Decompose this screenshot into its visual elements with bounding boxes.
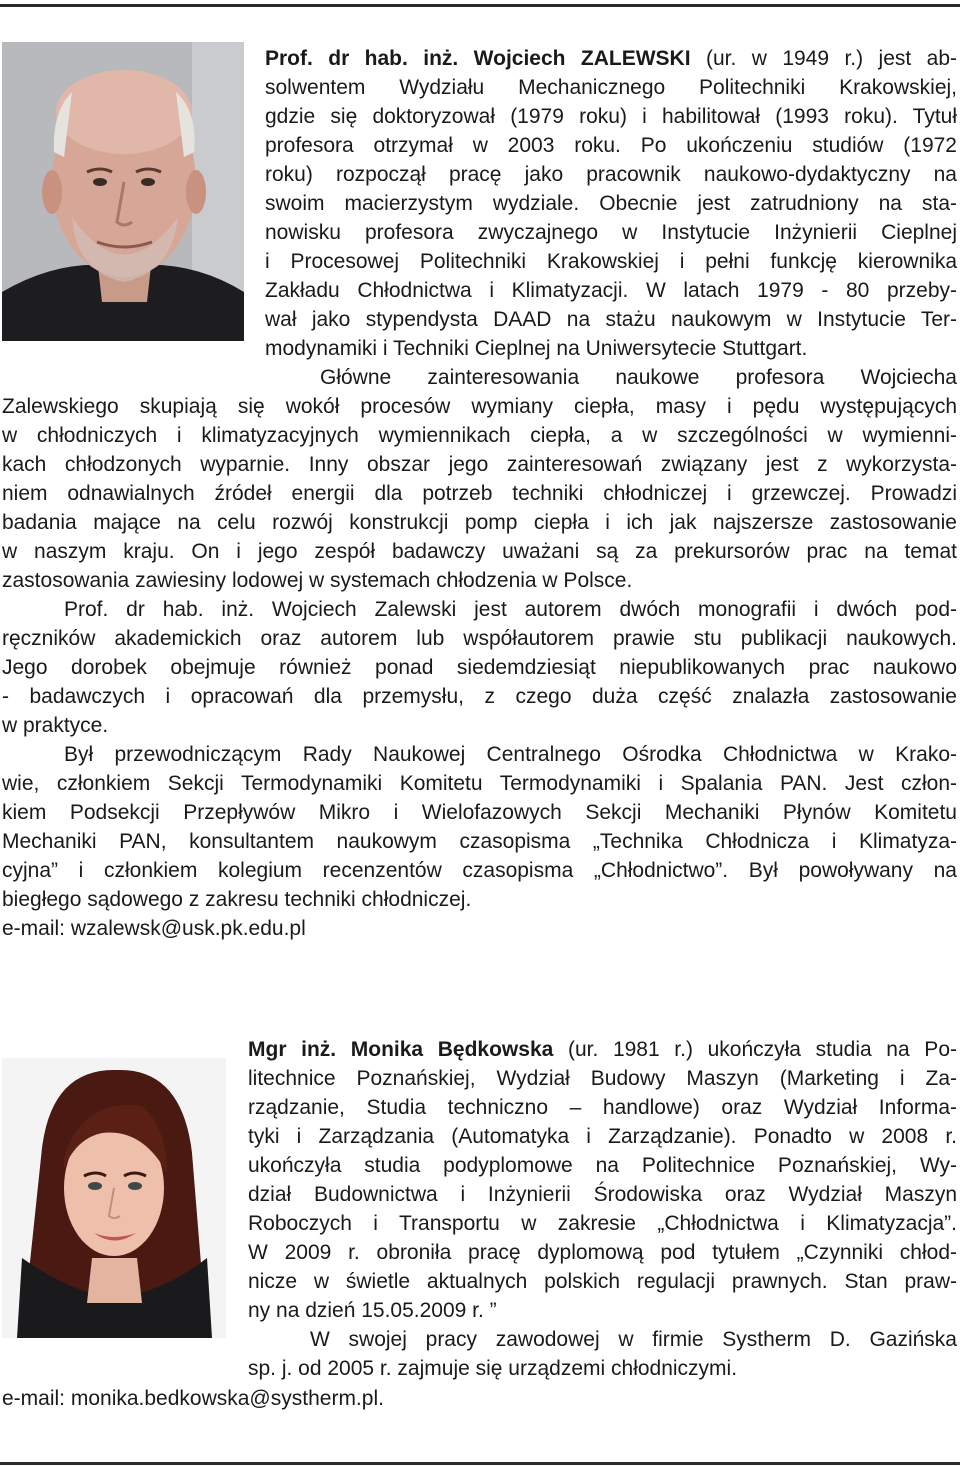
bio1-body-line-10: ręczników akademickich oraz autorem lub współautorem prawie stu publikacji naukowych.	[2, 627, 957, 650]
bio1-line-8: i Procesowej Politechniki Krakowskiej i pełni funkcję kierownika	[265, 250, 957, 273]
bio2-line-4: tyki i Zarządzania (Automatyka i Zarządzanie). Ponadto w 2008 r.	[248, 1125, 957, 1148]
bio2-line-10: ny na dzień 15.05.2009 r. ”	[248, 1299, 497, 1322]
bio2-line-7: Roboczych i Transportu w zakresie „Chłodnictwa i Klimatyzacja”.	[248, 1212, 957, 1235]
bio1-line-11: modynamiki i Techniki Cieplnej na Uniwersytecie Stuttgart.	[265, 337, 808, 360]
top-rule	[0, 4, 960, 7]
bio2-text	[248, 1035, 957, 1383]
bio1-line-9: Zakładu Chłodnictwa i Klimatyzacji. W latach 1979 - 80 przeby-	[265, 279, 957, 302]
bio1-body-line-13: w praktyce.	[2, 714, 109, 737]
bio2-email[interactable]	[2, 1384, 702, 1413]
bio1-body	[2, 363, 957, 943]
bio1-line-2: solwentem Wydziału Mechanicznego Politechniki Krakowskiej,	[265, 76, 957, 99]
bio1-body-line-11: Jego dorobek obejmuje również ponad siedemdziesiąt niepublikowanych prac naukowo	[2, 656, 957, 679]
bio1-body-line-3: w chłodniczych i klimatyzacyjnych wymiennikach ciepła, a w szczególności w wymienni-	[2, 424, 957, 447]
bio1-line-5: roku) rozpoczął pracę jako pracownik naukowo-dydaktyczny na	[265, 163, 957, 186]
bio1-body-line-9: Prof. dr hab. inż. Wojciech Zalewski jest autorem dwóch monografii i dwóch pod-	[64, 598, 957, 621]
bio2-line-1: Mgr inż. Monika Będkowska (ur. 1981 r.) ukończyła studia na Po-	[248, 1038, 957, 1061]
bio1-line-4: profesora otrzymał w 2003 roku. Po ukończeniu studiów (1972	[265, 134, 957, 157]
bio1-body-line-2: Zalewskiego skupiają się wokół procesów wymiany ciepła, masy i pędu występujących	[2, 395, 957, 418]
portrait-photo-zalewski	[2, 42, 244, 341]
bio2-line-6: dział Budownictwa i Inżynierii Środowiska oraz Wydział Maszyn	[248, 1183, 957, 1206]
bio2-name: Mgr inż. Monika Będkowska	[248, 1038, 554, 1061]
bio2-line-8: W 2009 r. obroniła pracę dyplomową pod tytułem „Czynniki chłod-	[248, 1241, 957, 1264]
bio1-body-line-14: Był przewodniczącym Rady Naukowej Centralnego Ośrodka Chłodnictwa w Krako-	[64, 743, 957, 766]
bio1-name: Prof. dr hab. inż. Wojciech ZALEWSKI	[265, 47, 691, 70]
bio2-line-5: ukończyła studia podyplomowe na Politechnice Poznańskiej, Wy-	[248, 1154, 957, 1177]
bio2-line-12: sp. j. od 2005 r. zajmuje się urządzemi chłodniczymi.	[248, 1357, 738, 1380]
bio1-line-6: swoim macierzystym wydziale. Obecnie jest zatrudniony na sta-	[265, 192, 957, 215]
bio1-body-line-1: Główne zainteresowania naukowe profesora Wojciecha	[320, 366, 957, 389]
bio1-line-7: nowisku profesora zwyczajnego w Instytucie Inżynierii Cieplnej	[265, 221, 957, 244]
bio1-body-line-15: wie, członkiem Sekcji Termodynamiki Komitetu Termodynamiki i Spalania PAN. Jest człon-	[2, 772, 957, 795]
bio1-body-line-19: biegłego sądowego z zakresu techniki chłodniczej.	[2, 888, 472, 911]
bio1-body-line-7: w naszym kraju. On i jego zespół badawczy uważani są za prekursorów prac na temat	[2, 540, 957, 563]
bio1-line-1: Prof. dr hab. inż. Wojciech ZALEWSKI (ur. w 1949 r.) jest ab-	[265, 47, 957, 70]
bio1-body-line-12: - badawczych i opracowań dla przemysłu, z czego duża część znalazła zastosowanie	[2, 685, 957, 708]
bio1-body-line-4: kach chłodzonych wyparnie. Inny obszar jego zainteresowań związany jest z wykorzysta-	[2, 453, 957, 476]
bio1-email[interactable]: e-mail: wzalewsk@usk.pk.edu.pl	[2, 917, 306, 940]
bio1-body-line-18: cyjna” i członkiem kolegium recenzentów czasopisma „Chłodnictwo”. Był powoływany na	[2, 859, 957, 882]
bio1-line-10: wał jako stypendysta DAAD na stażu naukowym w Instytucie Ter-	[265, 308, 957, 331]
bio2-line-11: W swojej pracy zawodowej w firmie Systherm D. Gazińska	[310, 1328, 957, 1351]
bio1-body-line-6: badania mające na celu rozwój konstrukcji pomp ciepła i ich jak najszersze zastosowanie	[2, 511, 957, 534]
bio1-body-line-5: niem odnawialnych źródeł energii dla potrzeb techniki chłodniczej i grzewczej. Prowadzi	[2, 482, 957, 505]
bio2-line-3: rządzanie, Studia techniczno – handlowe) oraz Wydział Informa-	[248, 1096, 957, 1119]
bio2-line-2: litechnice Poznańskiej, Wydział Budowy Maszyn (Marketing i Za-	[248, 1067, 957, 1090]
bio1-body-line-8: zastosowania zawiesiny lodowej w systemach chłodzenia w Polsce.	[2, 569, 633, 592]
portrait-photo-bedkowska	[2, 1058, 226, 1338]
bio2-line-9: nicze w świetle aktualnych polskich regulacji prawnych. Stan praw-	[248, 1270, 957, 1293]
bottom-rule	[0, 1462, 960, 1465]
bio1-body-line-16: kiem Podsekcji Przepływów Mikro i Wielofazowych Sekcji Mechaniki Płynów Komitetu	[2, 801, 957, 824]
bio2-email-text[interactable]: e-mail: monika.bedkowska@systherm.pl.	[2, 1387, 384, 1410]
bio1-line-3: gdzie się doktoryzował (1979 roku) i habilitował (1993 roku). Tytuł	[265, 105, 957, 128]
bio1-body-line-17: Mechaniki PAN, konsultantem naukowym czasopisma „Technika Chłodnicza i Klimatyza-	[2, 830, 957, 853]
bio1-intro	[265, 44, 957, 363]
